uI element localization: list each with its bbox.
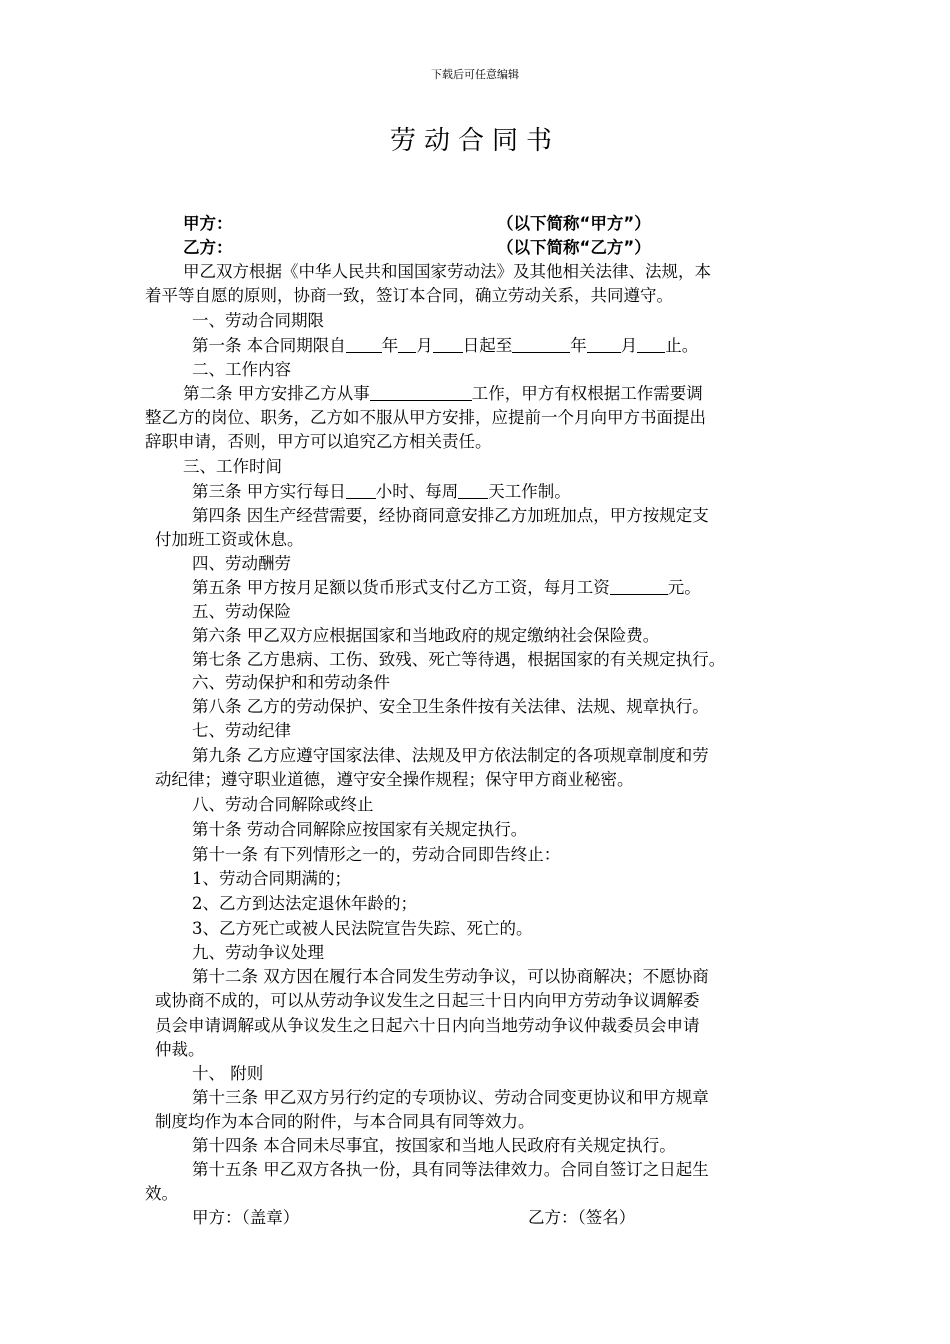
preamble-line-1: 甲乙双方根据《中华人民共和国国家劳动法》及其他相关法律、法规，本 <box>183 262 711 281</box>
year-label-2: 年 <box>570 336 587 355</box>
blank-start-year <box>346 336 382 353</box>
article-10: 第十条 劳动合同解除应按国家有关规定执行。 <box>192 820 528 839</box>
party-b-alias: （以下简称“乙方”） <box>497 238 651 257</box>
section-heading-10: 十、 附则 <box>192 1064 264 1083</box>
article-5-text: 第五条 甲方按月足额以货币形式支付乙方工资，每月工资 <box>192 578 610 597</box>
blank-salary <box>610 578 668 595</box>
section-heading-3: 三、工作时间 <box>183 457 282 476</box>
blank-end-day <box>637 336 665 353</box>
signature-party-b: 乙方：（签名） <box>528 1208 636 1227</box>
article-2-line-1 <box>183 382 703 406</box>
month-label-2: 月 <box>620 336 638 355</box>
article-15-line-1: 第十五条 甲乙双方各执一份，具有同等法律效力。合同自签订之日起生 <box>192 1160 709 1179</box>
section-heading-6: 六、劳动保护和和劳动条件 <box>192 673 390 692</box>
end-label: 止。 <box>665 336 699 355</box>
month-label: 月 <box>416 336 433 355</box>
party-a-alias: （以下简称“甲方”） <box>497 214 651 233</box>
party-b-label: 乙方： <box>183 238 233 257</box>
article-2-line-3: 辞职申请，否则，甲方可以追究乙方相关责任。 <box>145 432 492 451</box>
list-item-1: 1、劳动合同期满的； <box>192 869 351 888</box>
preamble-line-2: 着平等自愿的原则，协商一致，签订本合同，确立劳动关系，共同遵守。 <box>145 286 673 305</box>
article-2-text: 第二条 甲方安排乙方从事 <box>183 384 370 403</box>
blank-start-month <box>398 336 416 353</box>
article-1-text: 第一条 本合同期限自 <box>192 336 346 355</box>
article-2-line-2: 整乙方的岗位、职务，乙方如不服从甲方安排，应提前一个月向甲方书面提出 <box>145 408 706 427</box>
until-label: 日起至 <box>462 336 513 355</box>
article-3 <box>192 480 571 504</box>
article-9-line-1: 第九条 乙方应遵守国家法律、法规及甲方依法制定的各项规章制度和劳 <box>192 746 709 765</box>
article-11: 第十一条 有下列情形之一的，劳动合同即告终止： <box>192 845 561 864</box>
article-4-line-2: 付加班工资或休息。 <box>155 530 304 549</box>
article-4-line-1: 第四条 因生产经营需要，经协商同意安排乙方加班加点，甲方按规定支 <box>192 506 709 525</box>
article-14: 第十四条 本合同未尽事宜，按国家和当地人民政府有关规定执行。 <box>192 1136 676 1155</box>
blank-hours <box>346 482 376 499</box>
article-3-text: 第三条 甲方实行每日 <box>192 482 346 501</box>
article-9-line-2: 动纪律；遵守职业道德，遵守安全操作规程；保守甲方商业秘密。 <box>155 770 634 789</box>
article-6: 第六条 甲乙双方应根据国家和当地政府的规定缴纳社会保险费。 <box>192 626 660 645</box>
article-12-line-2: 或协商不成的，可以从劳动争议发生之日起三十日内向甲方劳动争议调解委 <box>155 991 700 1010</box>
article-3-text-3: 天工作制。 <box>488 482 571 501</box>
section-heading-8: 八、劳动合同解除或终止 <box>192 795 374 814</box>
article-12-line-1: 第十二条 双方因在履行本合同发生劳动争议，可以协商解决；不愿协商 <box>192 967 709 986</box>
page-title: 劳动合同书 <box>389 126 560 156</box>
article-3-text-2: 小时、每周 <box>375 482 459 501</box>
article-12-line-3: 员会申请调解或从争议发生之日起六十日内向当地劳动争议仲裁委员会申请 <box>155 1016 700 1035</box>
blank-end-year <box>512 336 570 353</box>
header-note: 下载后可任意编辑 <box>431 68 519 81</box>
article-7: 第七条 乙方患病、工伤、致残、死亡等待遇，根据国家的有关规定执行。 <box>192 650 726 669</box>
section-heading-9: 九、劳动争议处理 <box>192 943 324 962</box>
article-5-text-2: 元。 <box>667 578 701 597</box>
article-13-line-1: 第十三条 甲乙双方另行约定的专项协议、劳动合同变更协议和甲方规章 <box>192 1088 709 1107</box>
list-item-3: 3、乙方死亡或被人民法院宣告失踪、死亡的。 <box>192 919 533 938</box>
article-13-line-2: 制度均作为本合同的附件，与本合同具有同等效力。 <box>155 1112 535 1131</box>
blank-job <box>370 384 472 401</box>
blank-days <box>458 482 488 499</box>
article-1 <box>192 334 698 358</box>
signature-party-a: 甲方：（盖章） <box>192 1208 300 1227</box>
article-8: 第八条 乙方的劳动保护、安全卫生条件按有关法律、法规、规章执行。 <box>192 697 709 716</box>
blank-start-day <box>433 336 463 353</box>
section-heading-7: 七、劳动纪律 <box>192 721 291 740</box>
article-12-line-4: 仲裁。 <box>155 1040 205 1059</box>
article-2-text-cont: 工作，甲方有权根据工作需要调 <box>471 384 703 403</box>
section-heading-2: 二、工作内容 <box>192 360 291 379</box>
list-item-2: 2、乙方到达法定退休年龄的； <box>192 894 417 913</box>
article-5 <box>192 576 701 600</box>
party-a-label: 甲方： <box>183 214 233 233</box>
section-heading-4: 四、劳动酬劳 <box>192 554 291 573</box>
year-label: 年 <box>381 336 399 355</box>
section-heading-5: 五、劳动保险 <box>192 602 291 621</box>
article-15-line-2: 效。 <box>145 1184 178 1203</box>
section-heading-1: 一、劳动合同期限 <box>192 311 324 330</box>
blank-end-month <box>587 336 621 353</box>
